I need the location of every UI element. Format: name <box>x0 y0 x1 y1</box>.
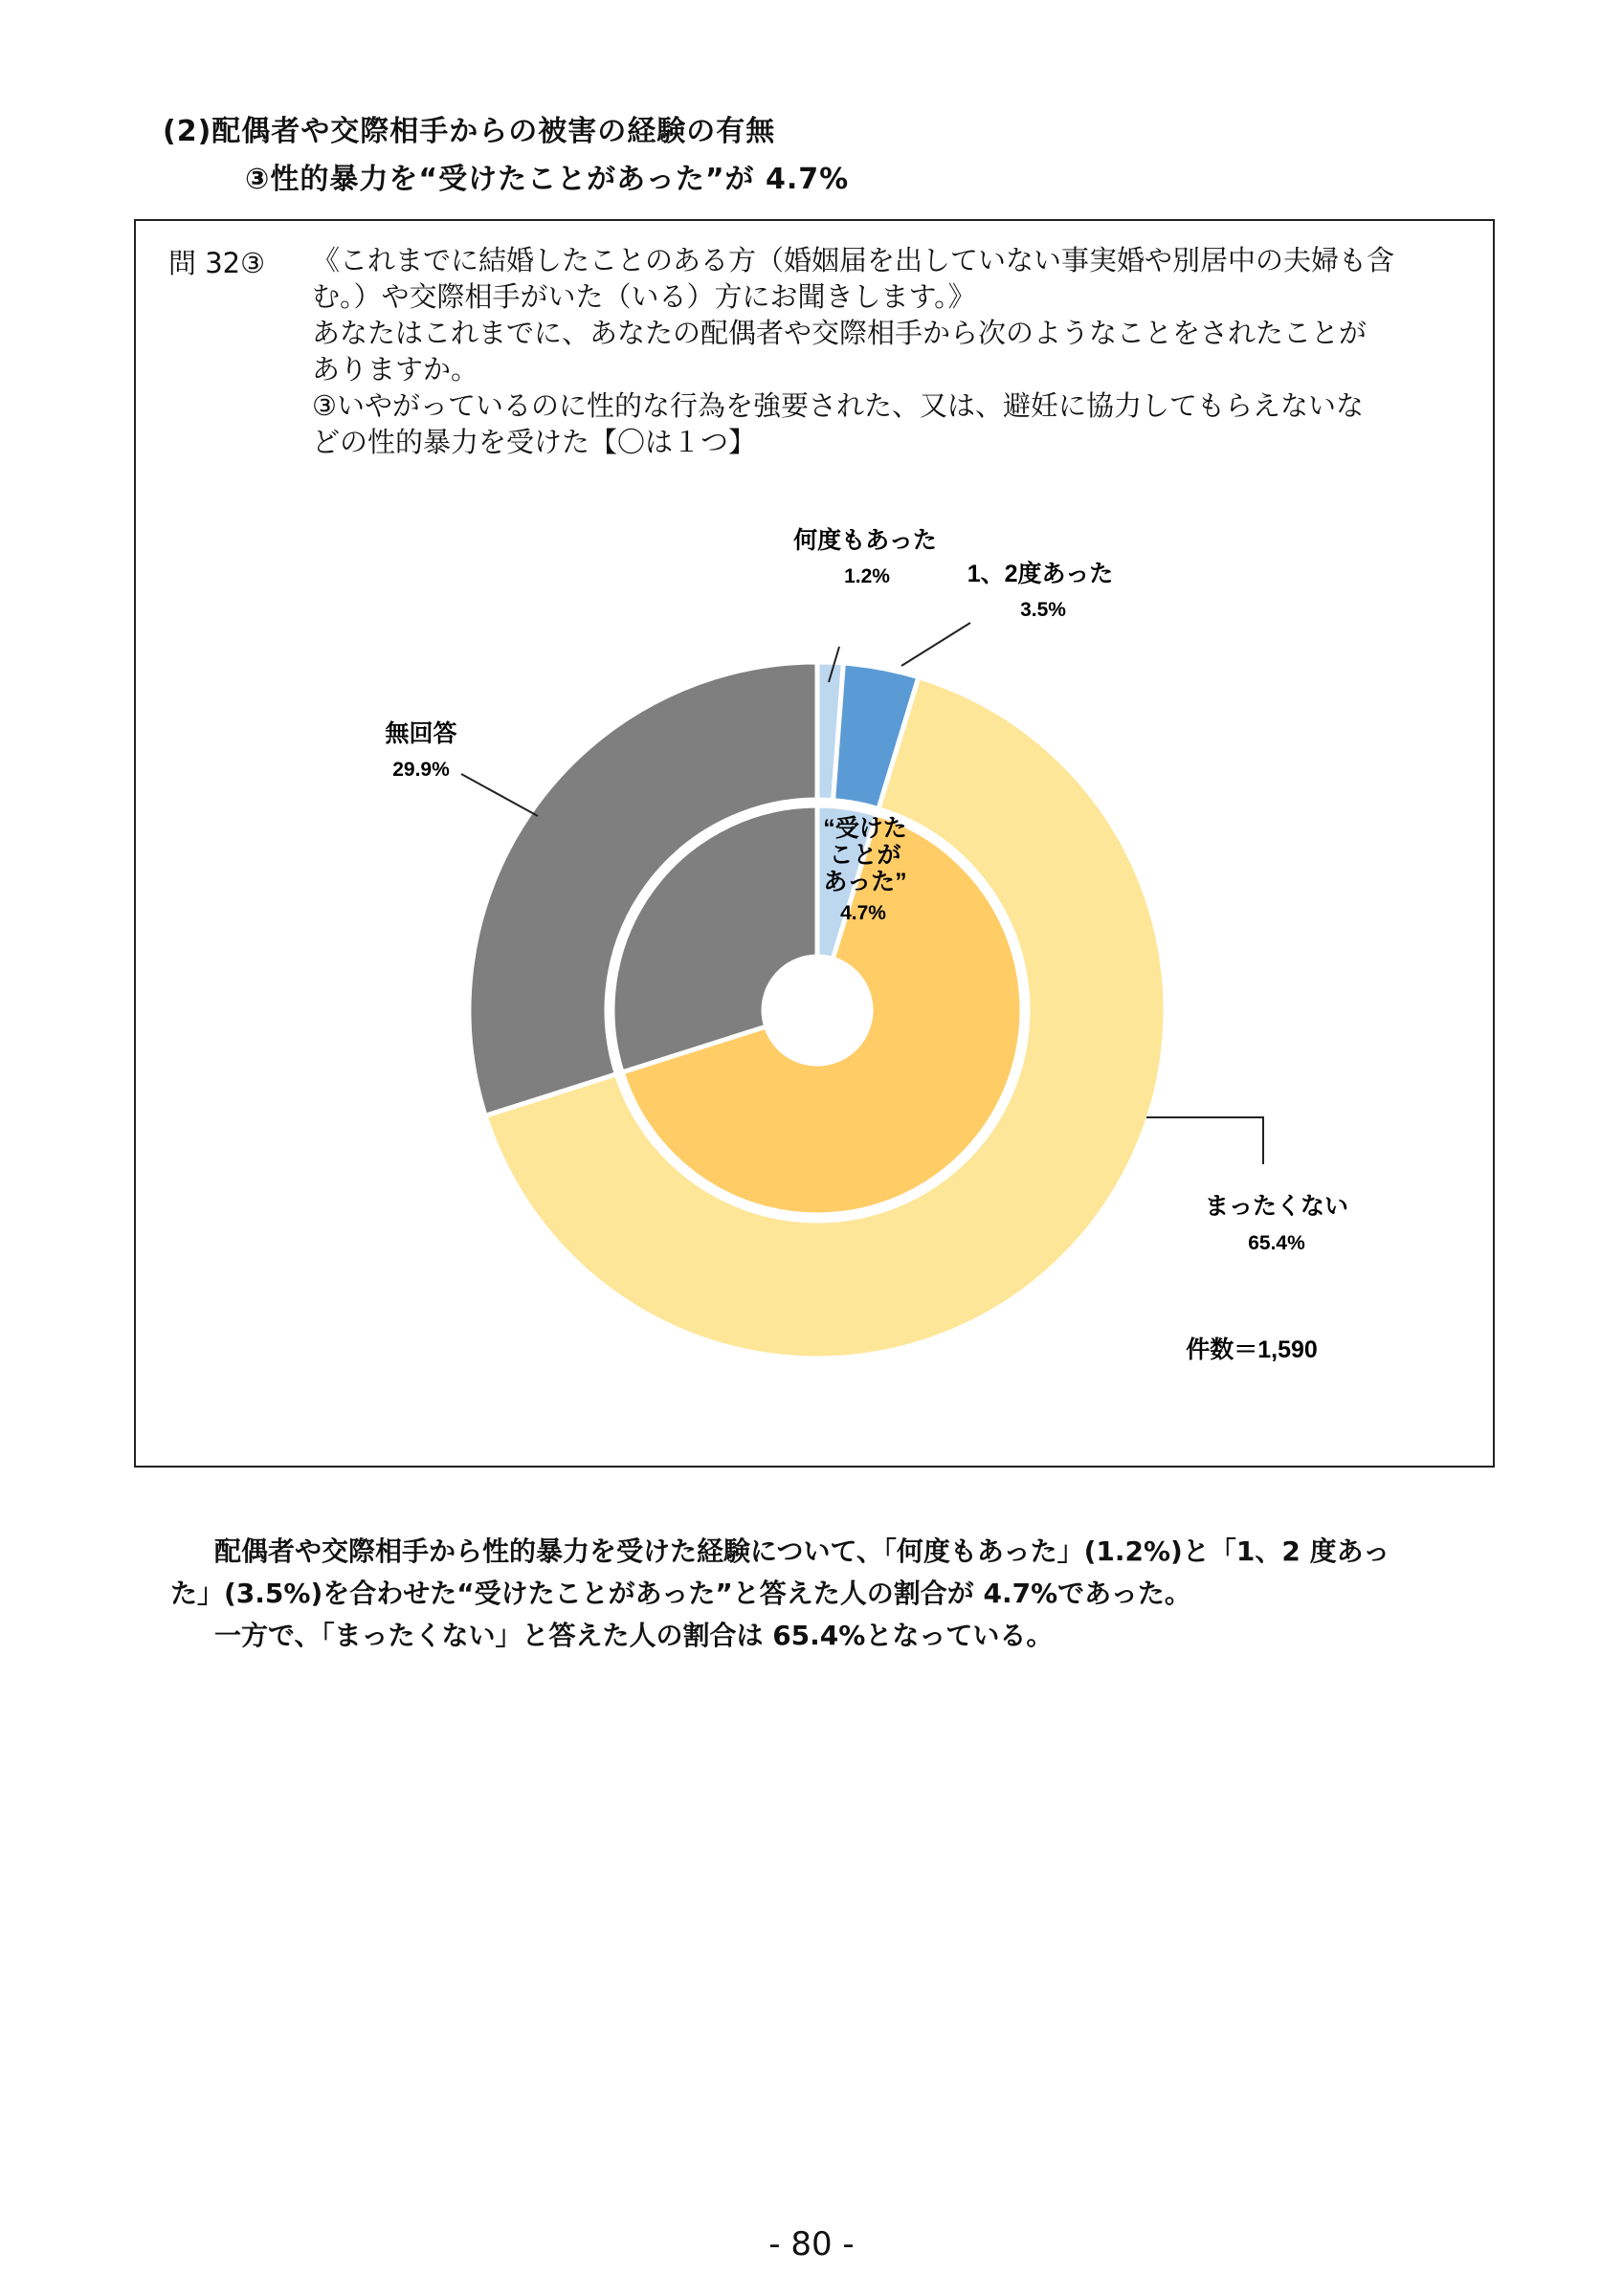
count-label: 件数＝1,590 <box>1186 1336 1318 1363</box>
summary-text <box>170 1531 1491 1657</box>
section-subheading: ③性的暴力を“受けたことがあった”が 4.7% <box>245 163 850 196</box>
question-number: 問 32③ <box>168 247 266 279</box>
value-no-answer: 29.9% <box>392 759 450 781</box>
question-line: あなたはこれまでに、あなたの配偶者や交際相手から次のようなことをされたことが <box>312 317 1367 349</box>
value-never: 65.4% <box>1248 1232 1305 1254</box>
center-label-value: 4.7% <box>840 902 886 924</box>
question-line: 《これまでに結婚したことのある方（婚姻届を出していない事実婚や別居中の夫婦も含 <box>312 244 1395 276</box>
summary-line: 一方で、「まったくない」と答えた人の割合は 65.4%となっている。 <box>214 1620 1054 1651</box>
question-line: ありますか。 <box>312 353 479 386</box>
center-label-line: あった” <box>823 869 907 895</box>
question-box <box>134 219 1495 1468</box>
center-label-line: ことが <box>829 842 901 869</box>
label-once-twice: 1、2度あった <box>967 561 1114 587</box>
question-line: どの性的暴力を受けた【〇は１つ】 <box>312 426 757 458</box>
question-line: む。）や交際相手がいた（いる）方にお聞きします。》 <box>312 280 976 313</box>
leader-line-once-twice <box>901 623 970 666</box>
leader-line-never <box>1146 1117 1263 1164</box>
label-many-times: 何度もあった <box>793 527 937 554</box>
center-label-line: “受けた <box>823 815 907 842</box>
label-never: まったくない <box>1204 1193 1349 1220</box>
value-once-twice: 3.5% <box>1020 599 1066 621</box>
outer-ring <box>469 662 1166 1358</box>
section-heading: (2)配偶者や交際相手からの被害の経験の有無 <box>163 115 776 148</box>
inner-ring <box>612 806 1022 1215</box>
question-line: ③いやがっているのに性的な行為を強要された、又は、避妊に協力してもらえないな <box>312 389 1364 422</box>
label-no-answer: 無回答 <box>385 720 457 747</box>
summary-line: た」(3.5%)を合わせた“受けたことがあった”と答えた人の割合が 4.7%であった。 <box>170 1578 1191 1609</box>
page-number: - 80 - <box>768 2225 855 2263</box>
value-many-times: 1.2% <box>844 565 890 587</box>
donut-chart <box>136 221 1493 1466</box>
summary-line: 配偶者や交際相手から性的暴力を受けた経験について、「何度もあった」(1.2%)と「1、2 度あっ <box>214 1535 1390 1567</box>
leader-line-no-answer <box>461 774 538 816</box>
